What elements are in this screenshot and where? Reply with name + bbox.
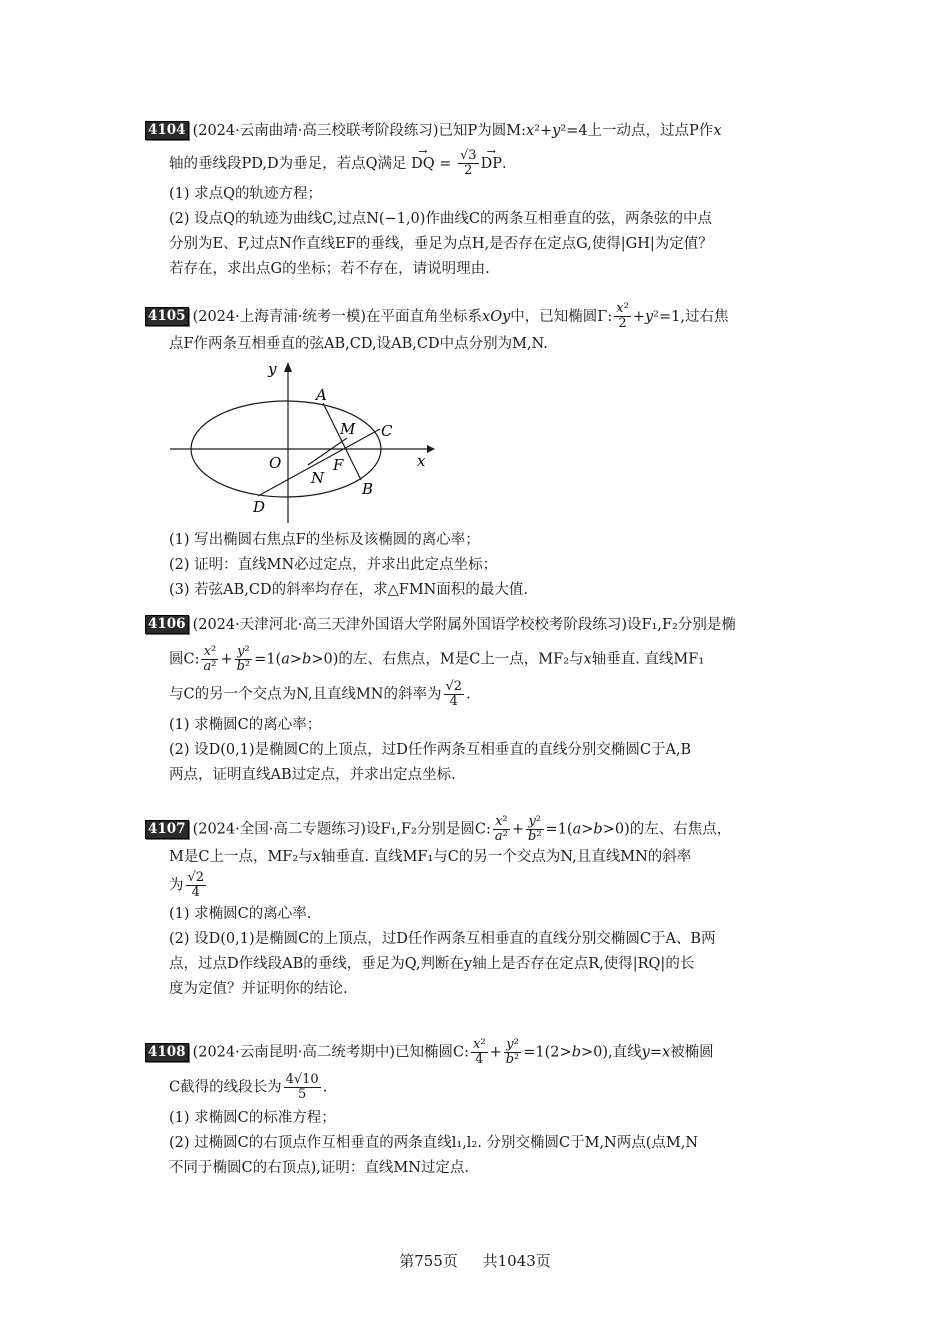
problem-text-line: 4106 (2024·天津河北·高三天津外国语大学附属外国语学校校考阶段练习)设F₁,F₂分别是椭 [145, 612, 805, 639]
problem-text-line: 度为定值？并证明你的结论. [169, 981, 348, 997]
y-axis-label: y [268, 360, 277, 378]
sub-question: (2) 设D(0,1)是椭圆C的上顶点，过D任作两条互相垂直的直线分别交椭圆C于A、B两 [169, 931, 716, 947]
problem-text-line: (2024·上海青浦·统考一模)在平面直角坐标系xOy中，已知椭圆Γ: $\frac{\text{x²}}{2}$ +y²=1,过右焦 [192, 301, 729, 331]
problem-4106 [145, 612, 805, 788]
sub-question: (2) 设点Q的轨迹为曲线C,过点N(−1,0)作曲线C的两条互相垂直的弦，两条弦的中点 [169, 211, 713, 227]
problem-4105-questions [145, 528, 805, 603]
problem-4104 [145, 118, 805, 282]
problem-4105 [145, 302, 805, 358]
problem-4108 [145, 1038, 805, 1181]
problem-text-line: 若存在，求出点G的坐标；若不存在，请说明理由. [169, 261, 490, 277]
problem-number: 4107 [145, 820, 189, 839]
sub-question: (3) 若弦AB,CD的斜率均存在，求△FMN面积的最大值. [169, 582, 528, 598]
problem-4107 [145, 815, 805, 1002]
point-a-label: A [316, 386, 327, 404]
problem-text-line: 4108 (2024·云南昆明·高二统考期中)已知椭圆C: $\frac{\text{x²}}{4}$ + $\frac{\text{y²}}{\text{b²}}$ =1(2>b>0),直线y=x被椭圆 [145, 1038, 805, 1067]
page-footer [0, 1250, 950, 1271]
problem-text-line: 与C的另一个交点为N,且直线MN的斜率为 $\frac{√2}{4}$ . [169, 679, 471, 709]
sub-question: (1) 写出椭圆右焦点F的坐标及该椭圆的离心率； [169, 532, 480, 548]
ellipse-diagram [165, 360, 445, 534]
problem-text-line: (2024·云南曲靖·高三校联考阶段练习)已知P为圆M:x²+y²=4上一动点，过点P作x [192, 123, 722, 139]
sub-question: (1) 求椭圆C的离心率. [169, 906, 312, 922]
sub-question: (1) 求椭圆C的离心率； [169, 717, 322, 733]
point-b-label: B [362, 480, 374, 498]
problem-text-line: 轴的垂线段PD,D为垂足，若点Q满足 → DQ = $\frac{√3}{2}$ → DP. [169, 156, 507, 172]
problem-text-line: 为 $\frac{√2}{4}$ [169, 870, 205, 900]
problem-text-line: 4107 (2024·全国·高二专题练习)设F₁,F₂分别是圆C: $\frac{\text{x²}}{\text{a²}}$ + $\frac{\text{y²}}{\text{b²}}$ =1(a>b>0)的左、右焦点， [145, 815, 805, 844]
problem-text-line: 不同于椭圆C的右顶点),证明：直线MN过定点. [169, 1160, 470, 1176]
problem-text-line: 两点，证明直线AB过定点，并求出定点坐标. [169, 767, 456, 783]
problem-number: 4108 [145, 1043, 189, 1062]
point-c-label: C [381, 422, 393, 440]
origin-label: O [269, 454, 282, 472]
problem-text-line: C截得的线段长为 $\frac{4√10}{5}$ . [169, 1072, 328, 1102]
page-total: 共1043页 [482, 1252, 551, 1270]
problem-text-line: 圆C: $\frac{\text{x²}}{\text{a²}}$ + $\frac{\text{y²}}{\text{b²}}$ =1(a>b>0)的左、右焦点，M是C上一点，MF₂与x轴垂直. 直线MF₁ [169, 644, 705, 674]
problem-text-line: 点F作两条互相垂直的弦AB,CD,设AB,CD中点分别为M,N. [169, 336, 548, 352]
point-n-label: N [311, 469, 325, 487]
problem-number: 4104 [145, 121, 189, 140]
page-number: 第755页 [399, 1252, 458, 1270]
x-axis-label: x [417, 452, 426, 470]
point-d-label: D [253, 498, 266, 516]
sub-question: (1) 求椭圆C的标准方程； [169, 1110, 336, 1126]
sub-question: (2) 证明：直线MN必过定点，并求出此定点坐标； [169, 557, 498, 573]
problem-text-line: 点，过点D作线段AB的垂线，垂足为Q,判断在y轴上是否存在定点R,使得|RQ|的长 [169, 956, 695, 972]
point-m-label: M [340, 420, 356, 438]
problem-number: 4106 [145, 615, 189, 634]
sub-question: (1) 求点Q的轨迹方程； [169, 186, 323, 202]
problem-text-line: 分别为E、F,过点N作直线EF的垂线，垂足为点H,是否存在定点G,使得|GH|为定值？ [169, 236, 713, 252]
sub-question: (2) 过椭圆C的右顶点作互相垂直的两条直线l₁,l₂. 分别交椭圆C于M,N两点(点M,N [169, 1135, 699, 1151]
sub-question: (2) 设D(0,1)是椭圆C的上顶点，过D任作两条互相垂直的直线分别交椭圆C于A,B [169, 742, 692, 758]
problem-number: 4105 [145, 307, 189, 326]
problem-text-line: M是C上一点，MF₂与x轴垂直. 直线MF₁与C的另一个交点为N,且直线MN的斜率 [169, 849, 692, 865]
point-f-label: F [333, 456, 344, 474]
